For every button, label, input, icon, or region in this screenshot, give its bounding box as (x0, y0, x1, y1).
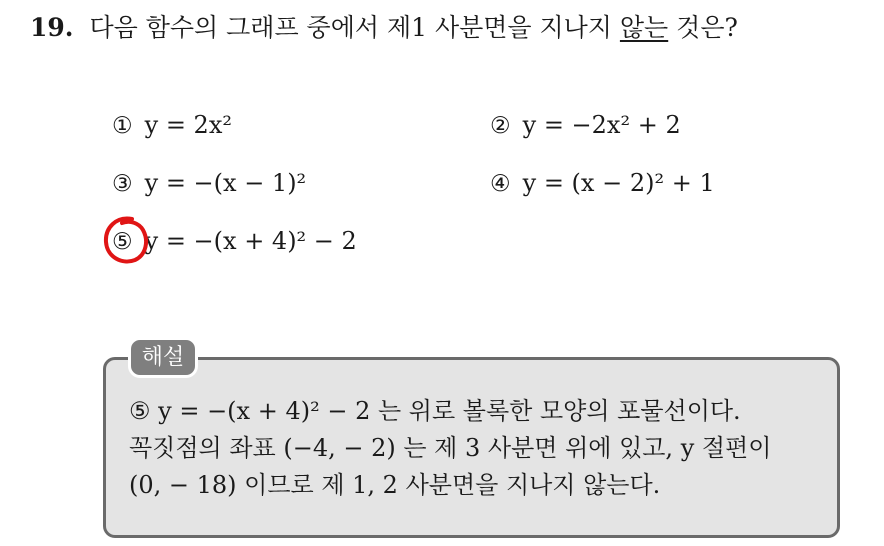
question (30, 8, 738, 48)
choice-2-formula: y = −2x² + 2 (522, 111, 681, 139)
choice-2[interactable] (490, 108, 681, 143)
choice-1[interactable] (112, 108, 232, 143)
choice-4-number: ④ (490, 171, 511, 197)
choice-3-number: ③ (112, 171, 133, 197)
question-text: 다음 함수의 그래프 중에서 제1 사분면을 지나지 (89, 13, 612, 42)
choice-1-number: ① (112, 113, 133, 139)
explanation-line-3: (0, − 18) 이므로 제 1, 2 사분면을 지나지 않는다. (129, 471, 661, 499)
explanation-text (129, 393, 771, 504)
explanation-line-1: ⑤ y = −(x + 4)² − 2 는 위로 볼록한 모양의 포물선이다. (129, 397, 741, 425)
question-text-end: 것은? (676, 13, 738, 42)
explanation-line-2: 꼭짓점의 좌표 (−4, − 2) 는 제 3 사분면 위에 있고, y 절편이 (129, 434, 772, 462)
choice-5-number: ⑤ (112, 229, 133, 255)
choice-4[interactable] (490, 166, 715, 201)
choice-1-formula: y = 2x² (144, 111, 232, 139)
question-underlined-word: 않는 (619, 13, 669, 42)
choice-3[interactable] (112, 166, 306, 201)
choice-5-formula: y = −(x + 4)² − 2 (144, 227, 357, 255)
choice-3-formula: y = −(x − 1)² (144, 169, 307, 197)
choice-5[interactable] (112, 224, 357, 259)
question-number: 19. (30, 13, 74, 42)
choice-4-formula: y = (x − 2)² + 1 (522, 169, 715, 197)
choice-2-number: ② (490, 113, 511, 139)
choice-5-number-marked (112, 225, 133, 259)
explanation-tag: 해설 (128, 337, 198, 378)
